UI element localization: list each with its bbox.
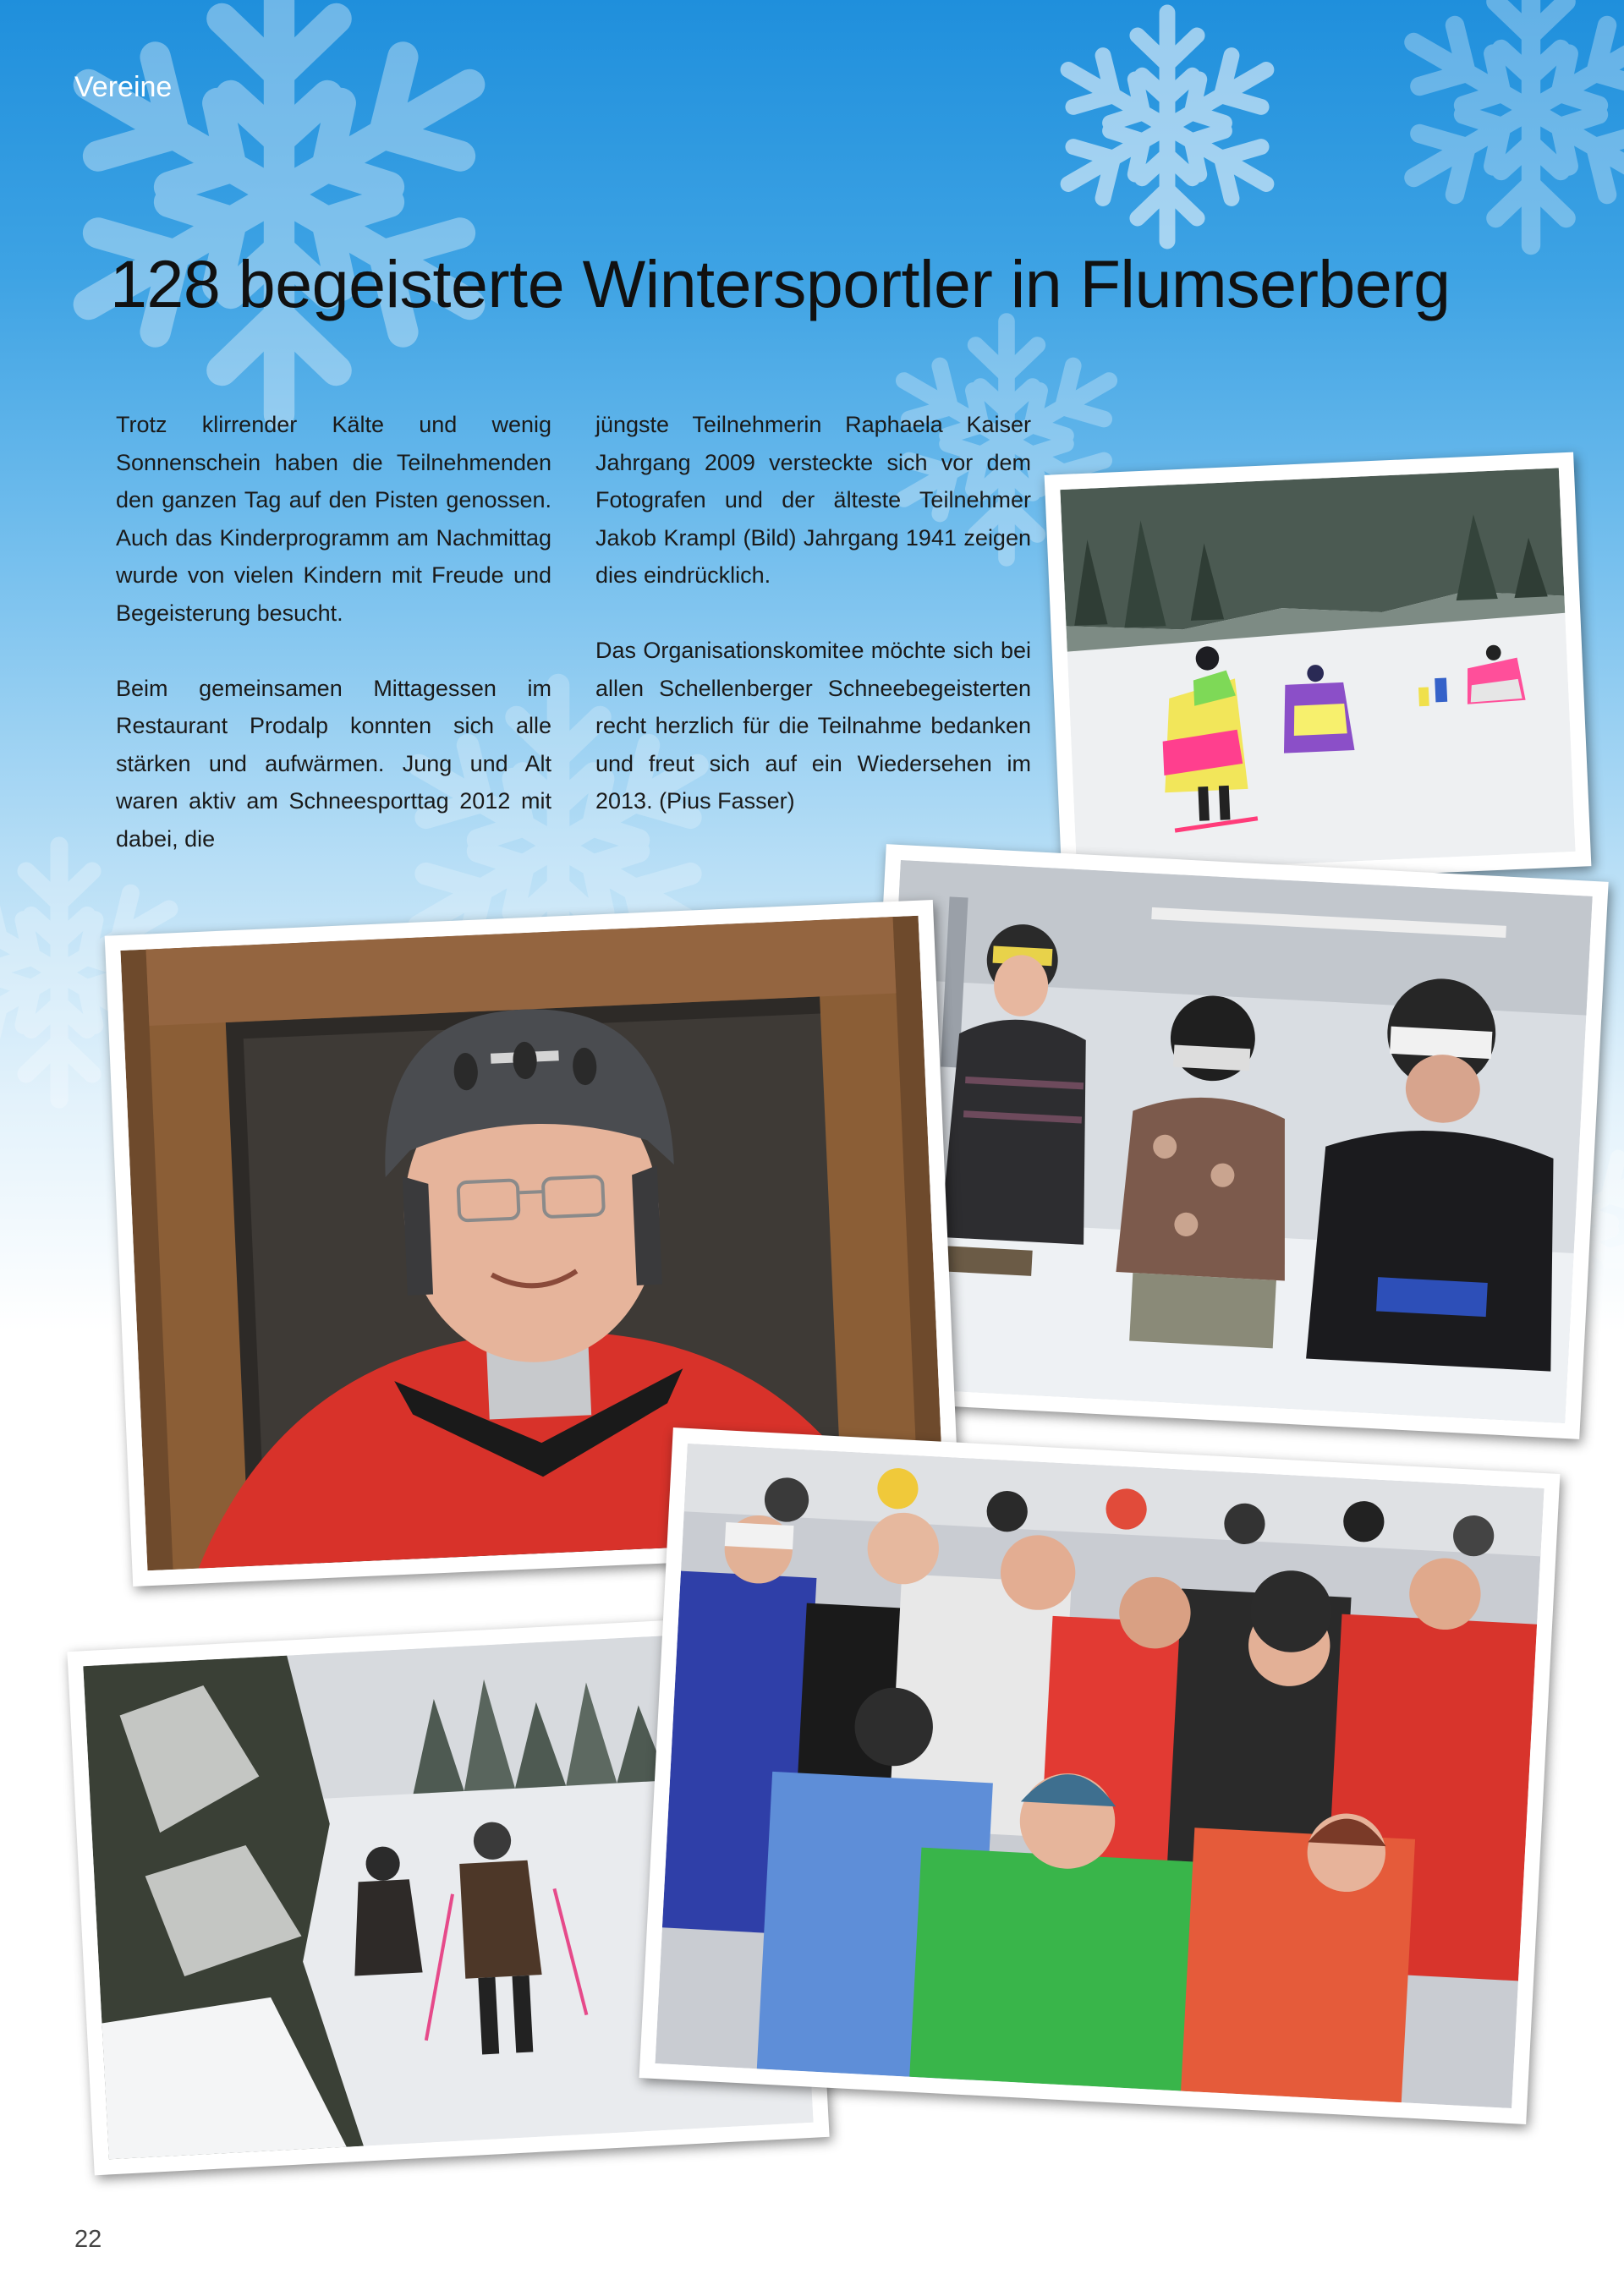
section-label: Vereine bbox=[74, 71, 173, 103]
article-column-right bbox=[595, 406, 1031, 858]
photo-young-skiers bbox=[857, 844, 1608, 1439]
photo-skiers-flags bbox=[1045, 452, 1592, 890]
page-number: 22 bbox=[74, 2226, 102, 2253]
paragraph: Trotz klirrender Kälte und wenig Sonnenschein haben die Teilnehmenden den ganzen Tag auf den Pisten genossen. Auch das Kinderprogramm am Nachmittag wurde von vielen Kindern mit Freude und Begeisterung besucht. bbox=[116, 412, 551, 626]
paragraph: Das Organisationskomitee möchte sich bei allen Schellenberger Schneebegeisterten recht herzlich für die Teilnahme bedanken und freut sich auf ein Wiedersehen im 2013. (Pius Fasser) bbox=[595, 638, 1031, 814]
paragraph: jüngste Teilnehmerin Raphaela Kaiser Jahrgang 2009 versteckte sich vor dem Fotografen und der älteste Teilnehmer Jakob Krampl (Bild) Jahrgang 1941 zeigen dies eindrücklich. bbox=[595, 412, 1031, 588]
article-column-left bbox=[116, 406, 551, 896]
photo-crowd bbox=[639, 1427, 1561, 2124]
paragraph: Beim gemeinsamen Mittagessen im Restaurant Prodalp konnten sich alle stärken und aufwärmen. Jung und Alt waren aktiv am Schneesporttag 2012 mit dabei, die bbox=[116, 675, 551, 852]
headline: 128 begeisterte Wintersportler in Flumserberg bbox=[110, 246, 1451, 321]
